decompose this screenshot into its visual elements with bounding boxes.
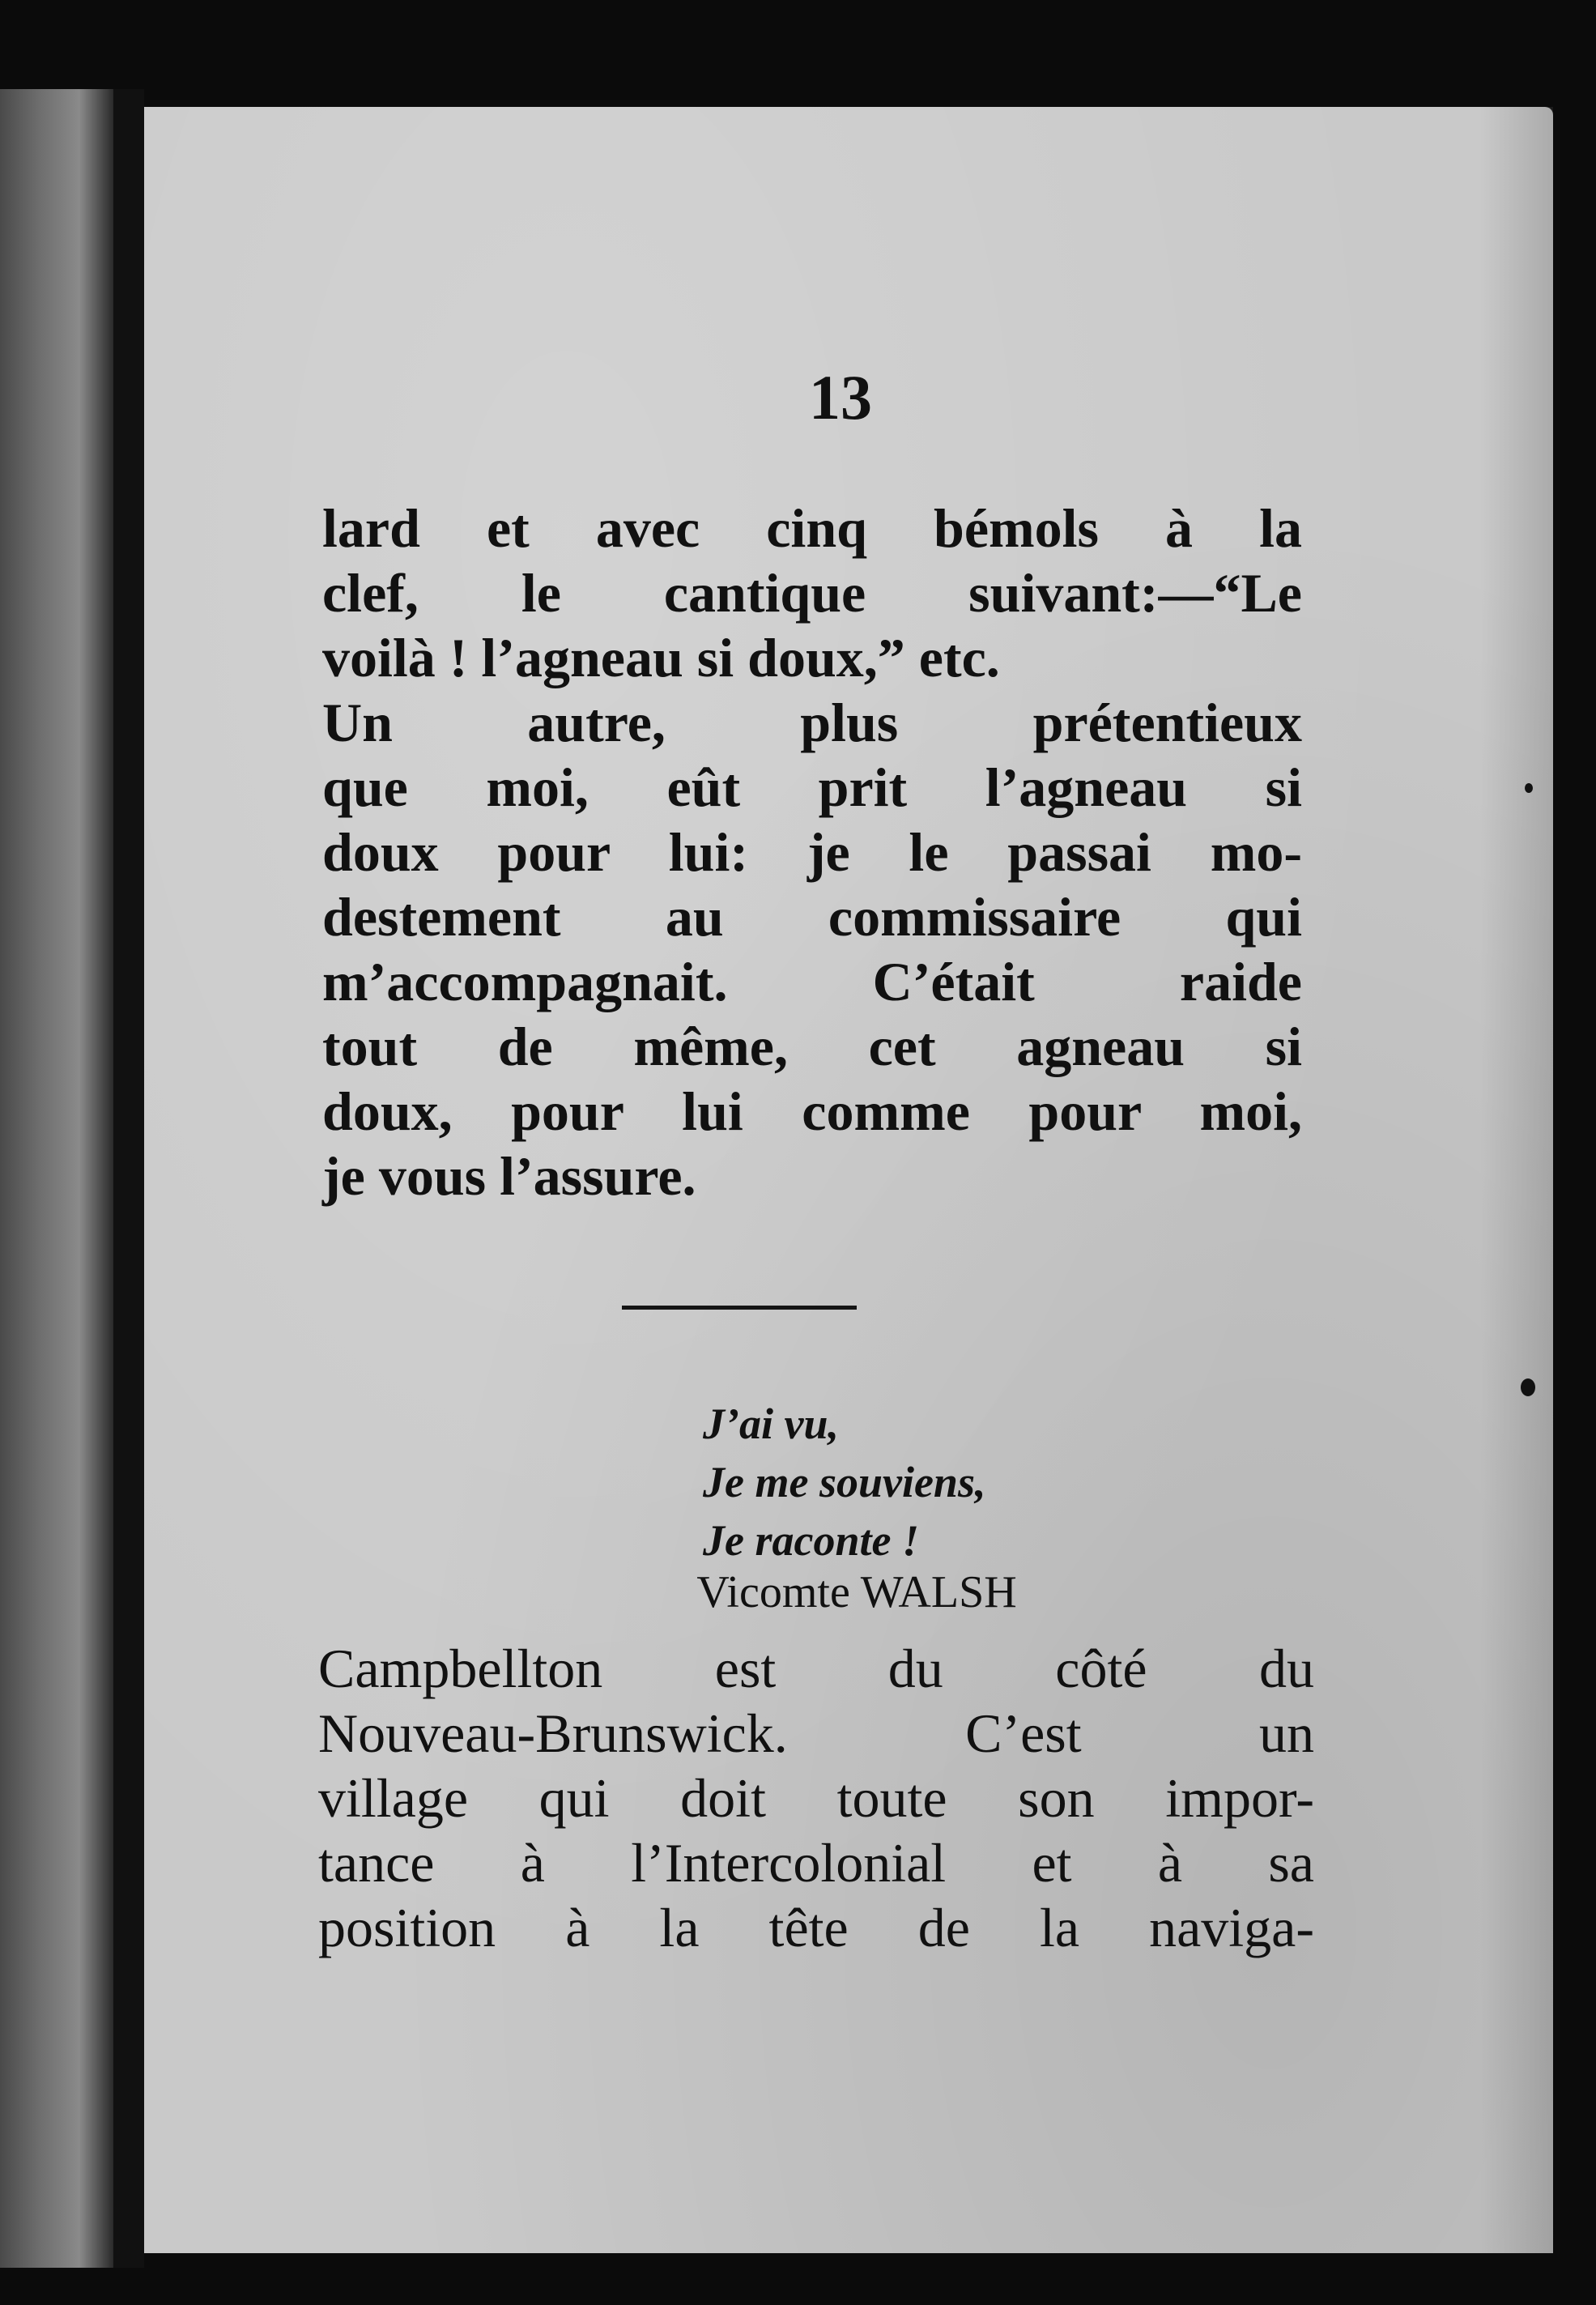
epigraph-line: Je me souviens, xyxy=(703,1458,986,1506)
ink-speck xyxy=(1521,1378,1535,1396)
epigraph xyxy=(703,1395,985,1570)
previous-page-edge xyxy=(0,89,113,2268)
paragraph-line: Nouveau-Brunswick. C’est un xyxy=(318,1702,1314,1764)
ink-speck xyxy=(1525,783,1533,793)
paragraph-line: lard et avec cinq bémols à la xyxy=(322,497,1302,559)
paragraph-line: doux, pour lui comme pour moi, xyxy=(322,1080,1302,1142)
epigraph-attribution: Vicomte WALSH xyxy=(696,1567,1017,1617)
page-number: 13 xyxy=(809,362,872,432)
paragraph-line: tance à l’Intercolonial et à sa xyxy=(318,1832,1314,1894)
paragraph-line: village qui doit toute son impor- xyxy=(318,1767,1314,1829)
epigraph-line: Je raconte ! xyxy=(703,1516,919,1565)
paragraph-line: m’accompagnait. C’était raide xyxy=(322,951,1302,1012)
epigraph-line: J’ai vu, xyxy=(703,1400,839,1448)
page-shadow xyxy=(1480,107,1553,2253)
paragraph-line: clef, le cantique suivant:—“Le xyxy=(322,562,1302,624)
paragraph-line: Un autre, plus prétentieux xyxy=(322,692,1302,753)
paragraph-line: Campbellton est du côté du xyxy=(318,1638,1314,1699)
paragraph-1 xyxy=(322,496,1302,690)
paragraph-3 xyxy=(318,1636,1314,1960)
paragraph-line: je vous l’assure. xyxy=(322,1145,696,1207)
paragraph-line: voilà ! l’agneau si doux,” etc. xyxy=(322,627,1000,688)
paragraph-line: doux pour lui: je le passai mo- xyxy=(322,821,1302,883)
book-gutter xyxy=(113,89,144,2268)
paragraph-line: destement au commissaire qui xyxy=(322,886,1302,948)
section-divider-rule xyxy=(622,1306,857,1310)
paragraph-line: que moi, eût prit l’agneau si xyxy=(322,756,1302,818)
book-page xyxy=(144,107,1553,2253)
paragraph-2 xyxy=(322,690,1302,1208)
paragraph-line: position à la tête de la naviga- xyxy=(318,1897,1314,1958)
paragraph-line: tout de même, cet agneau si xyxy=(322,1016,1302,1077)
